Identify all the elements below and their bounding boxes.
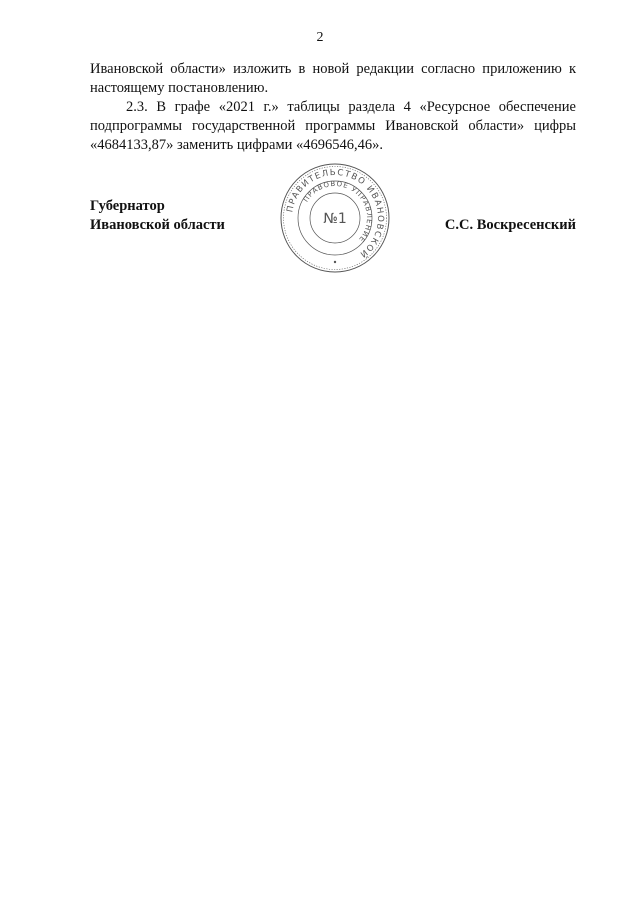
- stamp-outer-text-path: ПРАВИТЕЛЬСТВО ИВАНОВСКОЙ: [285, 167, 386, 260]
- signatory-title-line-1: Губернатор: [90, 198, 165, 214]
- stamp-number: №1: [323, 211, 347, 227]
- document-body: [90, 60, 576, 155]
- signatory-name: С.С. Воскресенский: [444, 217, 576, 233]
- paragraph-1: [90, 60, 576, 98]
- paragraph-2: [90, 98, 576, 155]
- stamp-inner-text-path: ПРАВОВОЕ УПРАВЛЕНИЕ: [301, 179, 374, 244]
- signatory-title: [90, 197, 225, 235]
- stamp-dot: [334, 261, 336, 263]
- signatory-title-line-2: Ивановской области: [90, 217, 225, 233]
- page-number: 2: [316, 30, 324, 45]
- paragraph-2-line-3: «4684133,87» заменить цифрами «4696546,46».: [90, 137, 384, 153]
- official-stamp: [279, 162, 391, 274]
- paragraph-1-line-1: Ивановской области» изложить в новой редакции согласно приложению к: [90, 61, 576, 77]
- paragraph-1-line-2: настоящему постановлению.: [90, 80, 269, 96]
- paragraph-2-line-1: 2.3. В графе «2021 г.» таблицы раздела 4 «Ресурсное обеспечение: [126, 99, 576, 115]
- paragraph-2-line-2: подпрограммы государственной программы Ивановской области» цифры: [90, 118, 576, 134]
